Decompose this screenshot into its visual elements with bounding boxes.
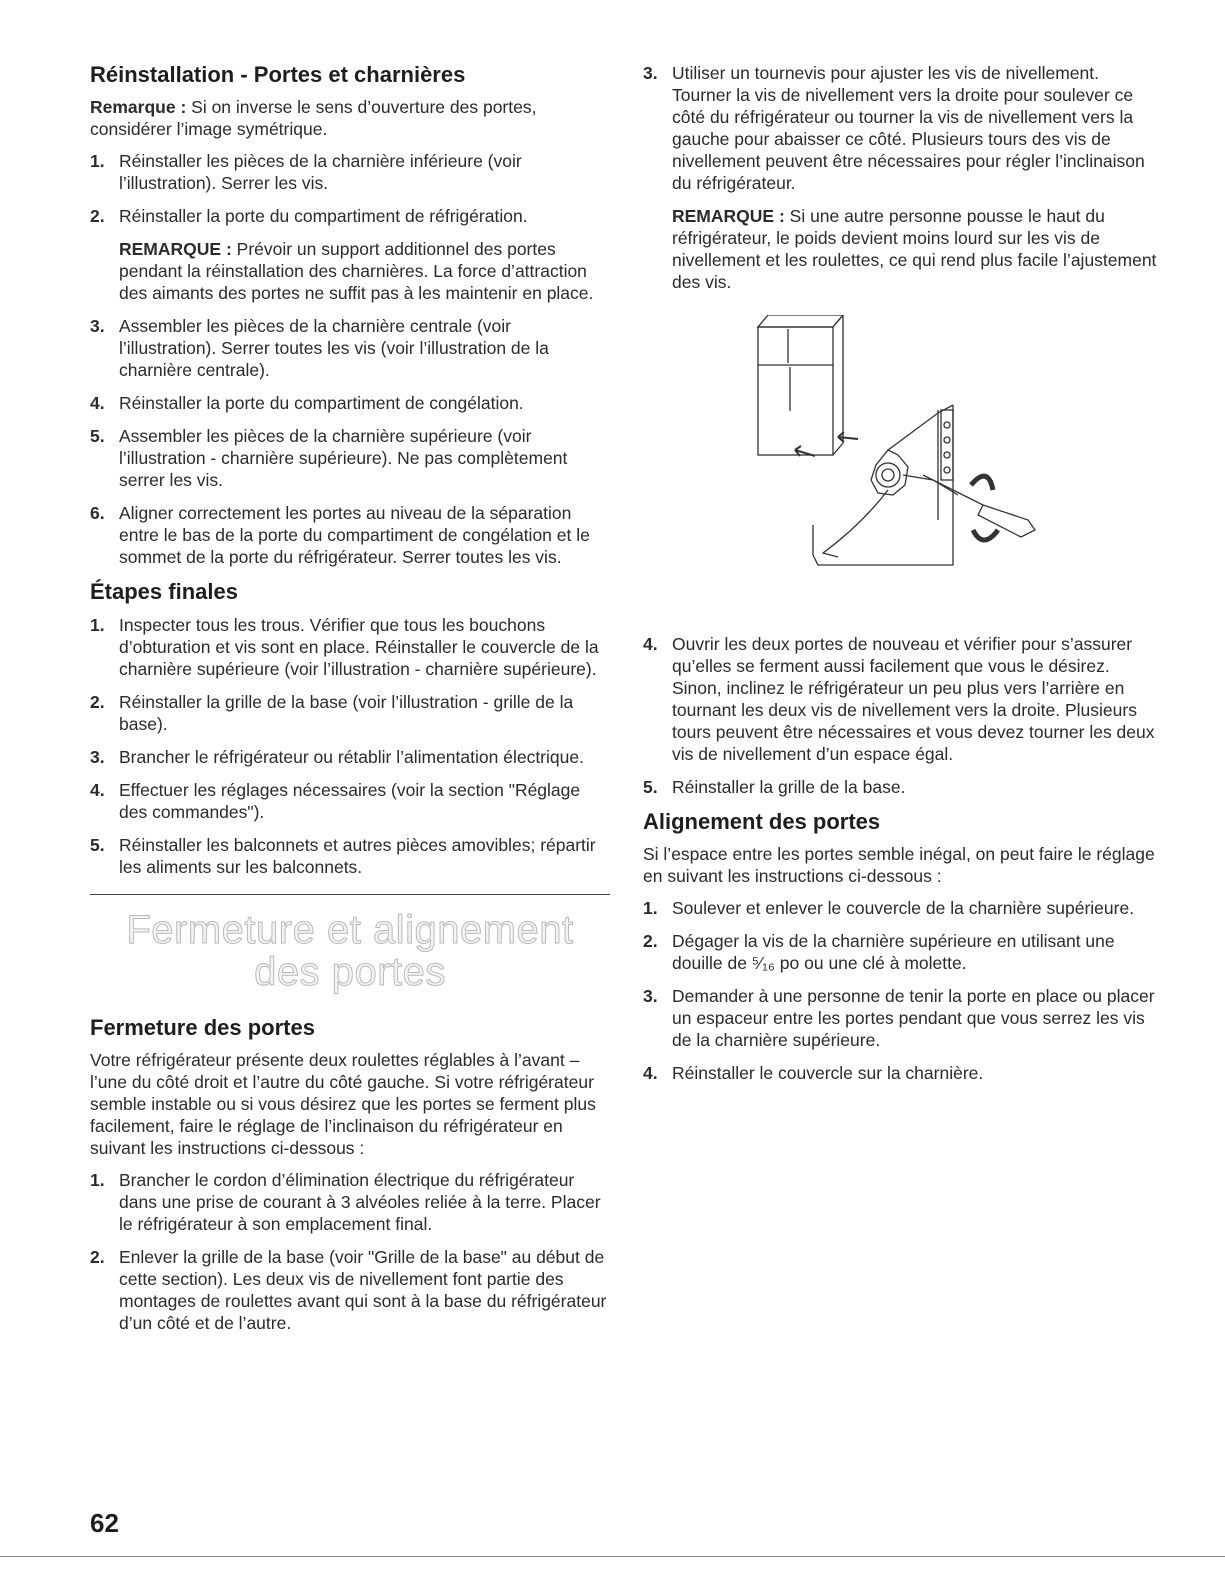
list-item: 4. Réinstaller la porte du compartiment de congélation. bbox=[90, 393, 524, 414]
list-item: 3. Brancher le réfrigérateur ou rétablir l’alimentation électrique. bbox=[90, 746, 584, 767]
list-item: 5. Réinstaller les balconnets et autres pièces amovibles; répartir les aliments sur les balconnets. bbox=[90, 834, 596, 877]
list-item: 1. Soulever et enlever le couvercle de la charnière supérieure. bbox=[643, 898, 1135, 919]
section-title-fermeture: Fermeture des portes bbox=[90, 1014, 315, 1040]
right-column bbox=[643, 62, 1158, 1095]
list-item: 2. Réinstaller la grille de la base (voir l’illustration - grille de la base). bbox=[90, 691, 574, 734]
refrigerator-leveling-icon bbox=[743, 315, 1063, 615]
list-item: 4. Ouvrir les deux portes de nouveau et vérifier pour s’assurer qu’elles se ferment aussi facilement que vous le désirez. Sinon, inclinez le réfrigérateur un peu plus vers l’arrière en tournant les deux vis de nivellement vers la droite. Plusieurs tours peuvent être nécessaires et vous devez tourner les deux vis de nivellement d’un espace égal. bbox=[643, 634, 1155, 764]
fermeture-steps bbox=[90, 1169, 610, 1334]
list-item: 1. Inspecter tous les trous. Vérifier que tous les bouchons d’obturation et vis sont en place. Réinstaller le couvercle de la charnière supérieure (voir l’illustration - charnière supérieure). bbox=[90, 614, 599, 679]
list-item: 1. Réinstaller les pièces de la charnière inférieure (voir l’illustration). Serrer les vis. bbox=[90, 151, 522, 194]
list-item: 2. Enlever la grille de la base (voir "Grille de la base" au début de cette section). Les deux vis de nivellement font partie des montages de roulettes avant qui sont à la base du réfrigérateur d’un côté et de l’autre. bbox=[90, 1247, 607, 1334]
step-note: REMARQUE : Prévoir un support additionnel des portes pendant la réinstallation des charnières. La force d’attraction des aimants des portes ne suffit pas à les maintenir en place. bbox=[119, 239, 594, 304]
list-item: 6. Aligner correctement les portes au niveau de la séparation entre le bas de la porte du compartiment de congélation et le sommet de la porte du réfrigérateur. Serrer toutes les vis. bbox=[90, 503, 590, 568]
intro-note bbox=[90, 96, 610, 140]
final-steps bbox=[90, 614, 610, 878]
left-column bbox=[90, 62, 610, 1345]
alignement-steps bbox=[643, 897, 1158, 1084]
leveling-screw-illustration bbox=[743, 315, 1063, 615]
list-item: 2. Dégager la vis de la charnière supérieure en utilisant une douille de ⁵⁄₁₆ po ou une clé à molette. bbox=[643, 931, 1115, 974]
chapter-title: Fermeture et alignement des portes bbox=[126, 907, 574, 994]
section-title-reinstallation: Réinstallation - Portes et charnières bbox=[90, 62, 466, 87]
list-item: 3. Utiliser un tournevis pour ajuster les vis de nivellement. Tourner la vis de nivellement vers la droite pour soulever ce côté du réfrigérateur ou tourner la vis de nivellement vers la gauche pour abaisser ce côté. Plusieurs tours des vis de nivellement peuvent être nécessaires pour régler l’inclinaison du réfrigérateur. REMARQUE : Si une autre personne pousse le haut du réfrigérateur, le poids devient moins lourd sur les vis de nivellement et les roulettes, ce qui rend plus facile l’ajustement des vis. bbox=[643, 63, 1157, 292]
section-title-alignement: Alignement des portes bbox=[643, 809, 881, 834]
fermeture-steps-final bbox=[643, 633, 1158, 798]
note-label: Remarque : bbox=[90, 97, 187, 118]
list-item: 5. Réinstaller la grille de la base. bbox=[643, 777, 906, 797]
step-note: REMARQUE : Si une autre personne pousse le haut du réfrigérateur, le poids devient moins lourd sur les vis de nivellement et les roulettes, ce qui rend plus facile l’ajustement des vis. bbox=[672, 206, 1157, 292]
list-item: 2. Réinstaller la porte du compartiment de réfrigération. REMARQUE : Prévoir un support additionnel des portes pendant la réinstallation des charnières. La force d’attraction des aimants des portes ne suffit pas à les maintenir en place. bbox=[90, 205, 610, 304]
list-item: 5. Assembler les pièces de la charnière supérieure (voir l’illustration - charnière supérieure). Ne pas complètement serrer les vis. bbox=[90, 426, 568, 491]
alignement-intro: Si l’espace entre les portes semble inégal, on peut faire le réglage en suivant les instructions ci-dessous : bbox=[643, 844, 1155, 887]
fermeture-intro: Votre réfrigérateur présente deux roulettes réglables à l’avant – l’une du côté droit et l’autre du côté gauche. Si votre réfrigérateur semble instable ou si vous désirez que les portes se ferment plus facilement, faire le réglage de l’inclinaison du réfrigérateur en suivant les instructions ci-dessous : bbox=[90, 1050, 596, 1159]
section-divider bbox=[90, 894, 610, 895]
section-title-etapes-finales: Étapes finales bbox=[90, 579, 238, 605]
list-item: 3. Assembler les pièces de la charnière centrale (voir l’illustration). Serrer toutes les vis (voir l’illustration de la charnière centrale). bbox=[90, 316, 549, 381]
page-number: 62 bbox=[90, 1508, 119, 1538]
list-item: 4. Réinstaller le couvercle sur la charnière. bbox=[643, 1063, 984, 1084]
list-item: 4. Effectuer les réglages nécessaires (voir la section "Réglage des commandes"). bbox=[90, 779, 581, 822]
fermeture-steps-continued bbox=[643, 62, 1158, 293]
note-text: Si on inverse le sens d’ouverture des portes, considérer l’image symétrique. bbox=[90, 97, 537, 140]
list-item: 1. Brancher le cordon d’élimination électrique du réfrigérateur dans une prise de courant à 3 alvéoles reliée à la terre. Placer le réfrigérateur à son emplacement final. bbox=[90, 1170, 601, 1235]
list-item: 3. Demander à une personne de tenir la porte en place ou placer un espaceur entre les portes pendant que vous serrez les vis de la charnière supérieure. bbox=[643, 986, 1155, 1051]
reinstallation-steps bbox=[90, 150, 610, 568]
bottom-rule bbox=[0, 1556, 1225, 1557]
